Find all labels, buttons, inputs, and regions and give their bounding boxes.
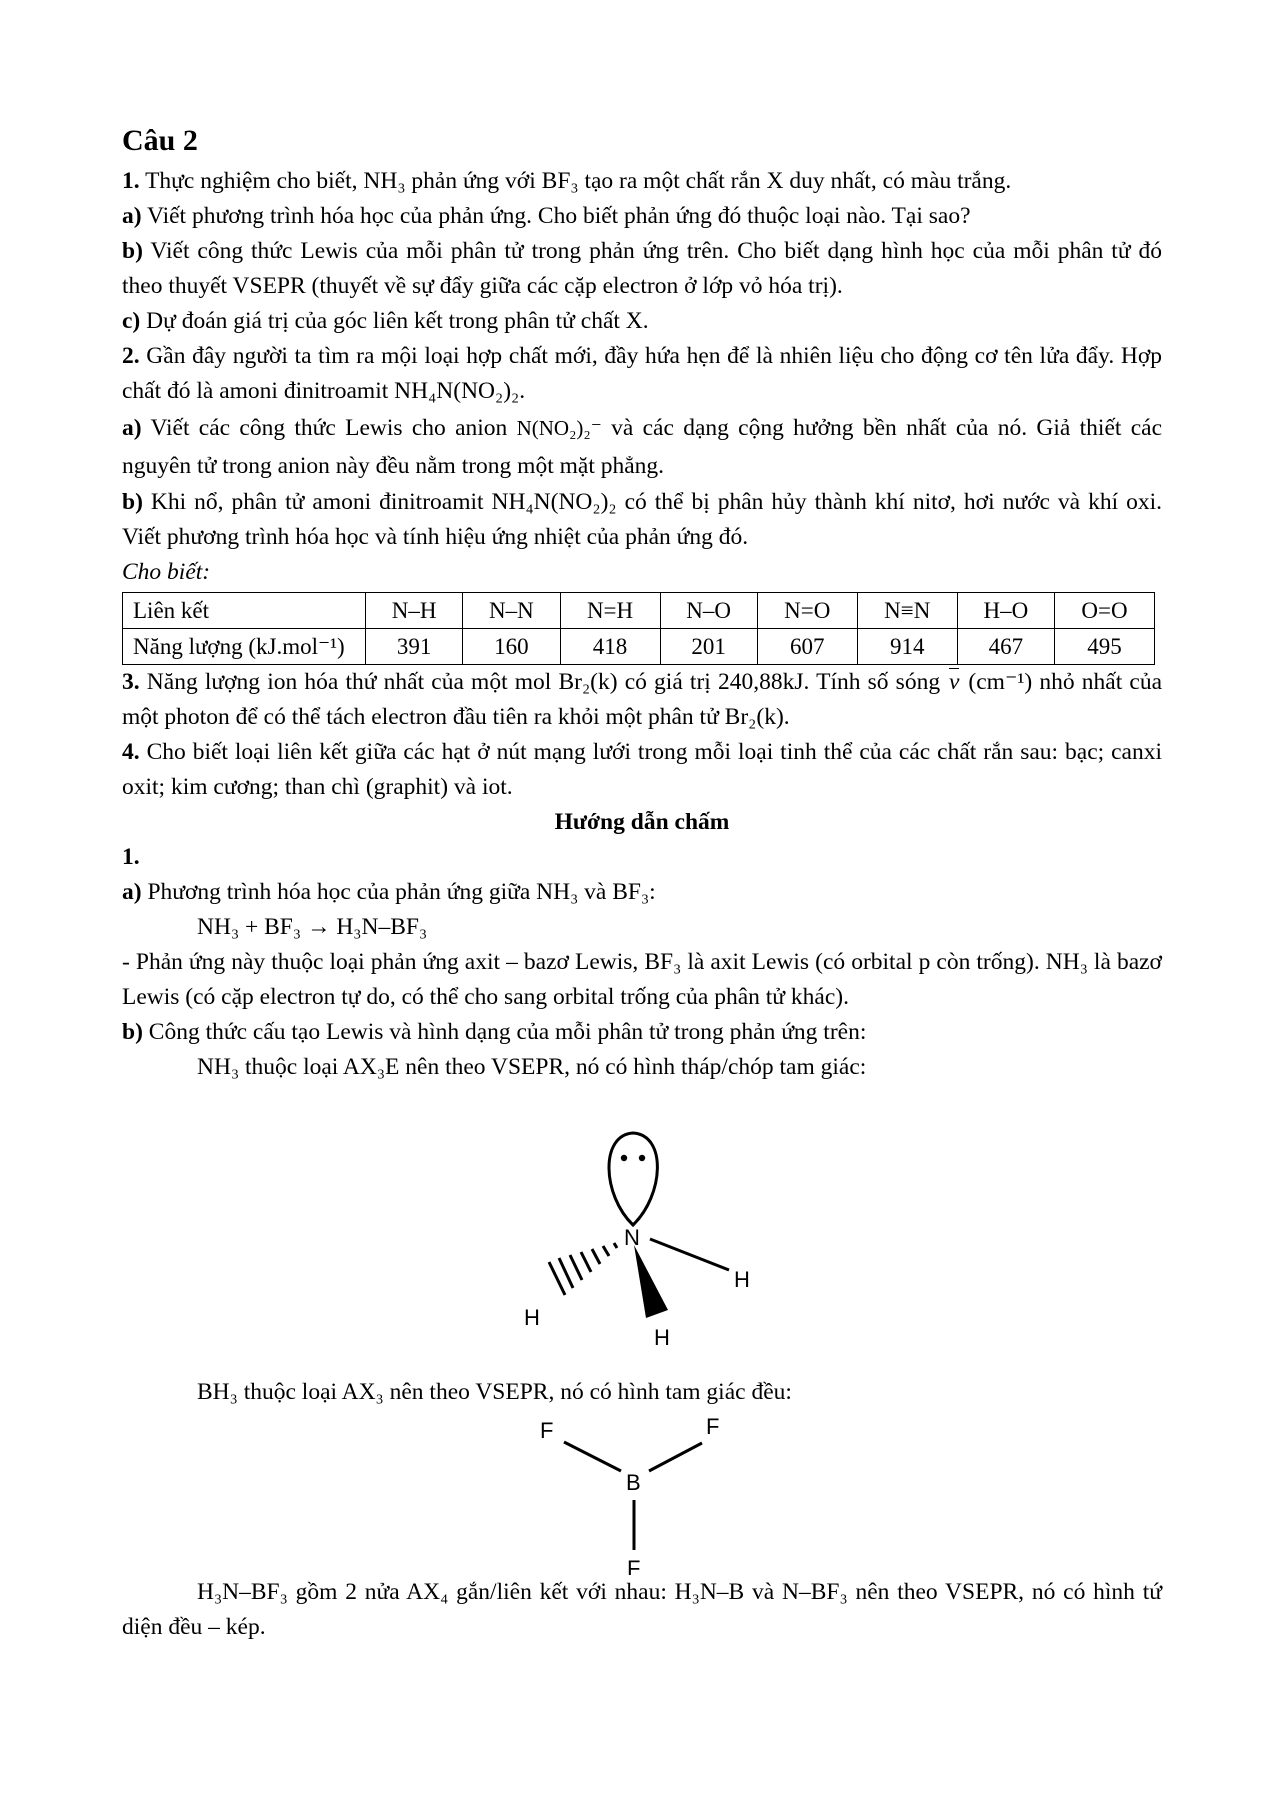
document-page: [122, 120, 1162, 1645]
wedge-bond: [634, 1245, 668, 1318]
atom-f-right: F: [706, 1414, 720, 1439]
atom-f-bottom: F: [627, 1556, 641, 1575]
table-cell: 391: [366, 629, 463, 665]
hash-bond: [549, 1243, 617, 1295]
bh3-description: BH₃ thuộc loại AX₃ nên theo VSEPR, nó có hình tam giác đều:: [197, 1379, 792, 1405]
atom-b: B: [626, 1470, 641, 1495]
reaction-equation: NH₃ + BF₃ → H₃N–BF₃: [197, 914, 428, 940]
q2-given: Cho biết:: [122, 559, 211, 585]
lone-pair-dot: [621, 1155, 627, 1161]
q1-b: b) Viết công thức Lewis của mỗi phân tử trong phản ứng trên. Cho biết dạng hình học của mỗi phân tử đó theo thuyết VSEPR (thuyết về sự đẩy giữa các cặp electron ở lớp vỏ hóa trị).: [122, 238, 1163, 299]
table-cell: N=O: [757, 593, 857, 629]
adduct-description: H₃N–BF₃ gồm 2 nửa AX₄ gắn/liên kết với nhau: H₃N–B và N–BF₃ nên theo VSEPR, nó có hình tứ diện đều – kép.: [122, 1579, 1162, 1640]
atom-n: N: [624, 1225, 640, 1250]
table-cell: N≡N: [857, 593, 957, 629]
nh3-structure-figure: [122, 1085, 1162, 1375]
bf3-structure-figure: [122, 1410, 1162, 1575]
atom-h-left: H: [524, 1305, 540, 1330]
nh3-description: NH₃ thuộc loại AX₃E nên theo VSEPR, nó có hình tháp/chóp tam giác:: [197, 1054, 867, 1080]
answer-a: a) Phương trình hóa học của phản ứng giữa NH₃ và BF₃:: [122, 879, 656, 905]
table-cell: N–H: [366, 593, 463, 629]
table-header-bond: Liên kết: [123, 593, 366, 629]
lone-pair-lobe: [609, 1133, 657, 1225]
atom-f-left: F: [540, 1418, 554, 1443]
table-cell: N–N: [463, 593, 560, 629]
bond-line: [564, 1442, 621, 1471]
bond-line: [650, 1239, 729, 1270]
table-cell: O=O: [1054, 593, 1154, 629]
q4: 4. Cho biết loại liên kết giữa các hạt ở nút mạng lưới trong mỗi loại tinh thể của các chất rắn sau: bạc; canxi oxit; kim cương; than chì (graphit) và iot.: [122, 739, 1162, 800]
table-cell: 914: [857, 629, 957, 665]
anion-formula: N(NO₂)₂⁻: [516, 416, 602, 440]
q3: 3. Năng lượng ion hóa thứ nhất của một mol Br₂(k) có giá trị 240,88kJ. Tính số sóng ν (cm⁻¹) nhỏ nhất của một photon để có thể tách electron đầu tiên ra khỏi một phân tử Br₂(k).: [122, 665, 1162, 735]
answer-explain: - Phản ứng này thuộc loại phản ứng axit – bazơ Lewis, BF₃ là axit Lewis (có orbital p còn trống). NH₃ là bazơ Lewis (có cặp electron tự do, có thể cho sang orbital trống của phân tử khác).: [122, 949, 1162, 1010]
table-row-energies: [123, 629, 1155, 665]
table-cell: H–O: [957, 593, 1054, 629]
table-cell: N–O: [660, 593, 757, 629]
bond-energy-table: [122, 592, 1155, 665]
bond-line: [649, 1443, 702, 1471]
table-cell: 495: [1054, 629, 1154, 665]
answer-num: 1.: [122, 844, 140, 870]
answer-title: Hướng dẫn chấm: [554, 809, 730, 835]
table-cell: 467: [957, 629, 1054, 665]
q1-c: c) Dự đoán giá trị của góc liên kết trong phân tử chất X.: [122, 308, 649, 334]
table-cell: 418: [560, 629, 660, 665]
q2-b: b) Khi nổ, phân tử amoni đinitroamit NH₄N(NO₂)₂ có thể bị phân hủy thành khí nitơ, hơi nước và khí oxi. Viết phương trình hóa học và tính hiệu ứng nhiệt của phản ứng đó.: [122, 489, 1163, 550]
lone-pair-dot: [639, 1155, 645, 1161]
q1-intro: 1. Thực nghiệm cho biết, NH₃ phản ứng với BF₃ tạo ra một chất rắn X duy nhất, có màu trắng.: [122, 168, 1012, 194]
atom-h-bottom: H: [654, 1325, 670, 1350]
table-cell: 201: [660, 629, 757, 665]
question-heading: Câu 2: [122, 124, 198, 157]
table-row-bonds: [123, 593, 1155, 629]
q2-a: a) Viết các công thức Lewis cho anion N(NO₂)₂⁻ và các dạng cộng hưởng bền nhất của nó. Giả thiết các nguyên tử trong anion này đều nằm trong một mặt phẳng.: [122, 415, 1163, 479]
atom-h-right: H: [734, 1267, 750, 1292]
wavenumber-symbol: ν: [947, 665, 961, 700]
q1-a: a) Viết phương trình hóa học của phản ứng. Cho biết phản ứng đó thuộc loại nào. Tại sao?: [122, 203, 971, 229]
table-header-energy: Năng lượng (kJ.mol⁻¹): [123, 629, 366, 665]
q2-intro: 2. Gần đây người ta tìm ra mội loại hợp chất mới, đầy hứa hẹn để là nhiên liệu cho động cơ tên lửa đẩy. Hợp chất đó là amoni đinitroamit NH₄N(NO₂)₂.: [122, 343, 1162, 404]
table-cell: 160: [463, 629, 560, 665]
table-cell: 607: [757, 629, 857, 665]
answer-b: b) Công thức cấu tạo Lewis và hình dạng của mỗi phân tử trong phản ứng trên:: [122, 1019, 867, 1045]
table-cell: N=H: [560, 593, 660, 629]
